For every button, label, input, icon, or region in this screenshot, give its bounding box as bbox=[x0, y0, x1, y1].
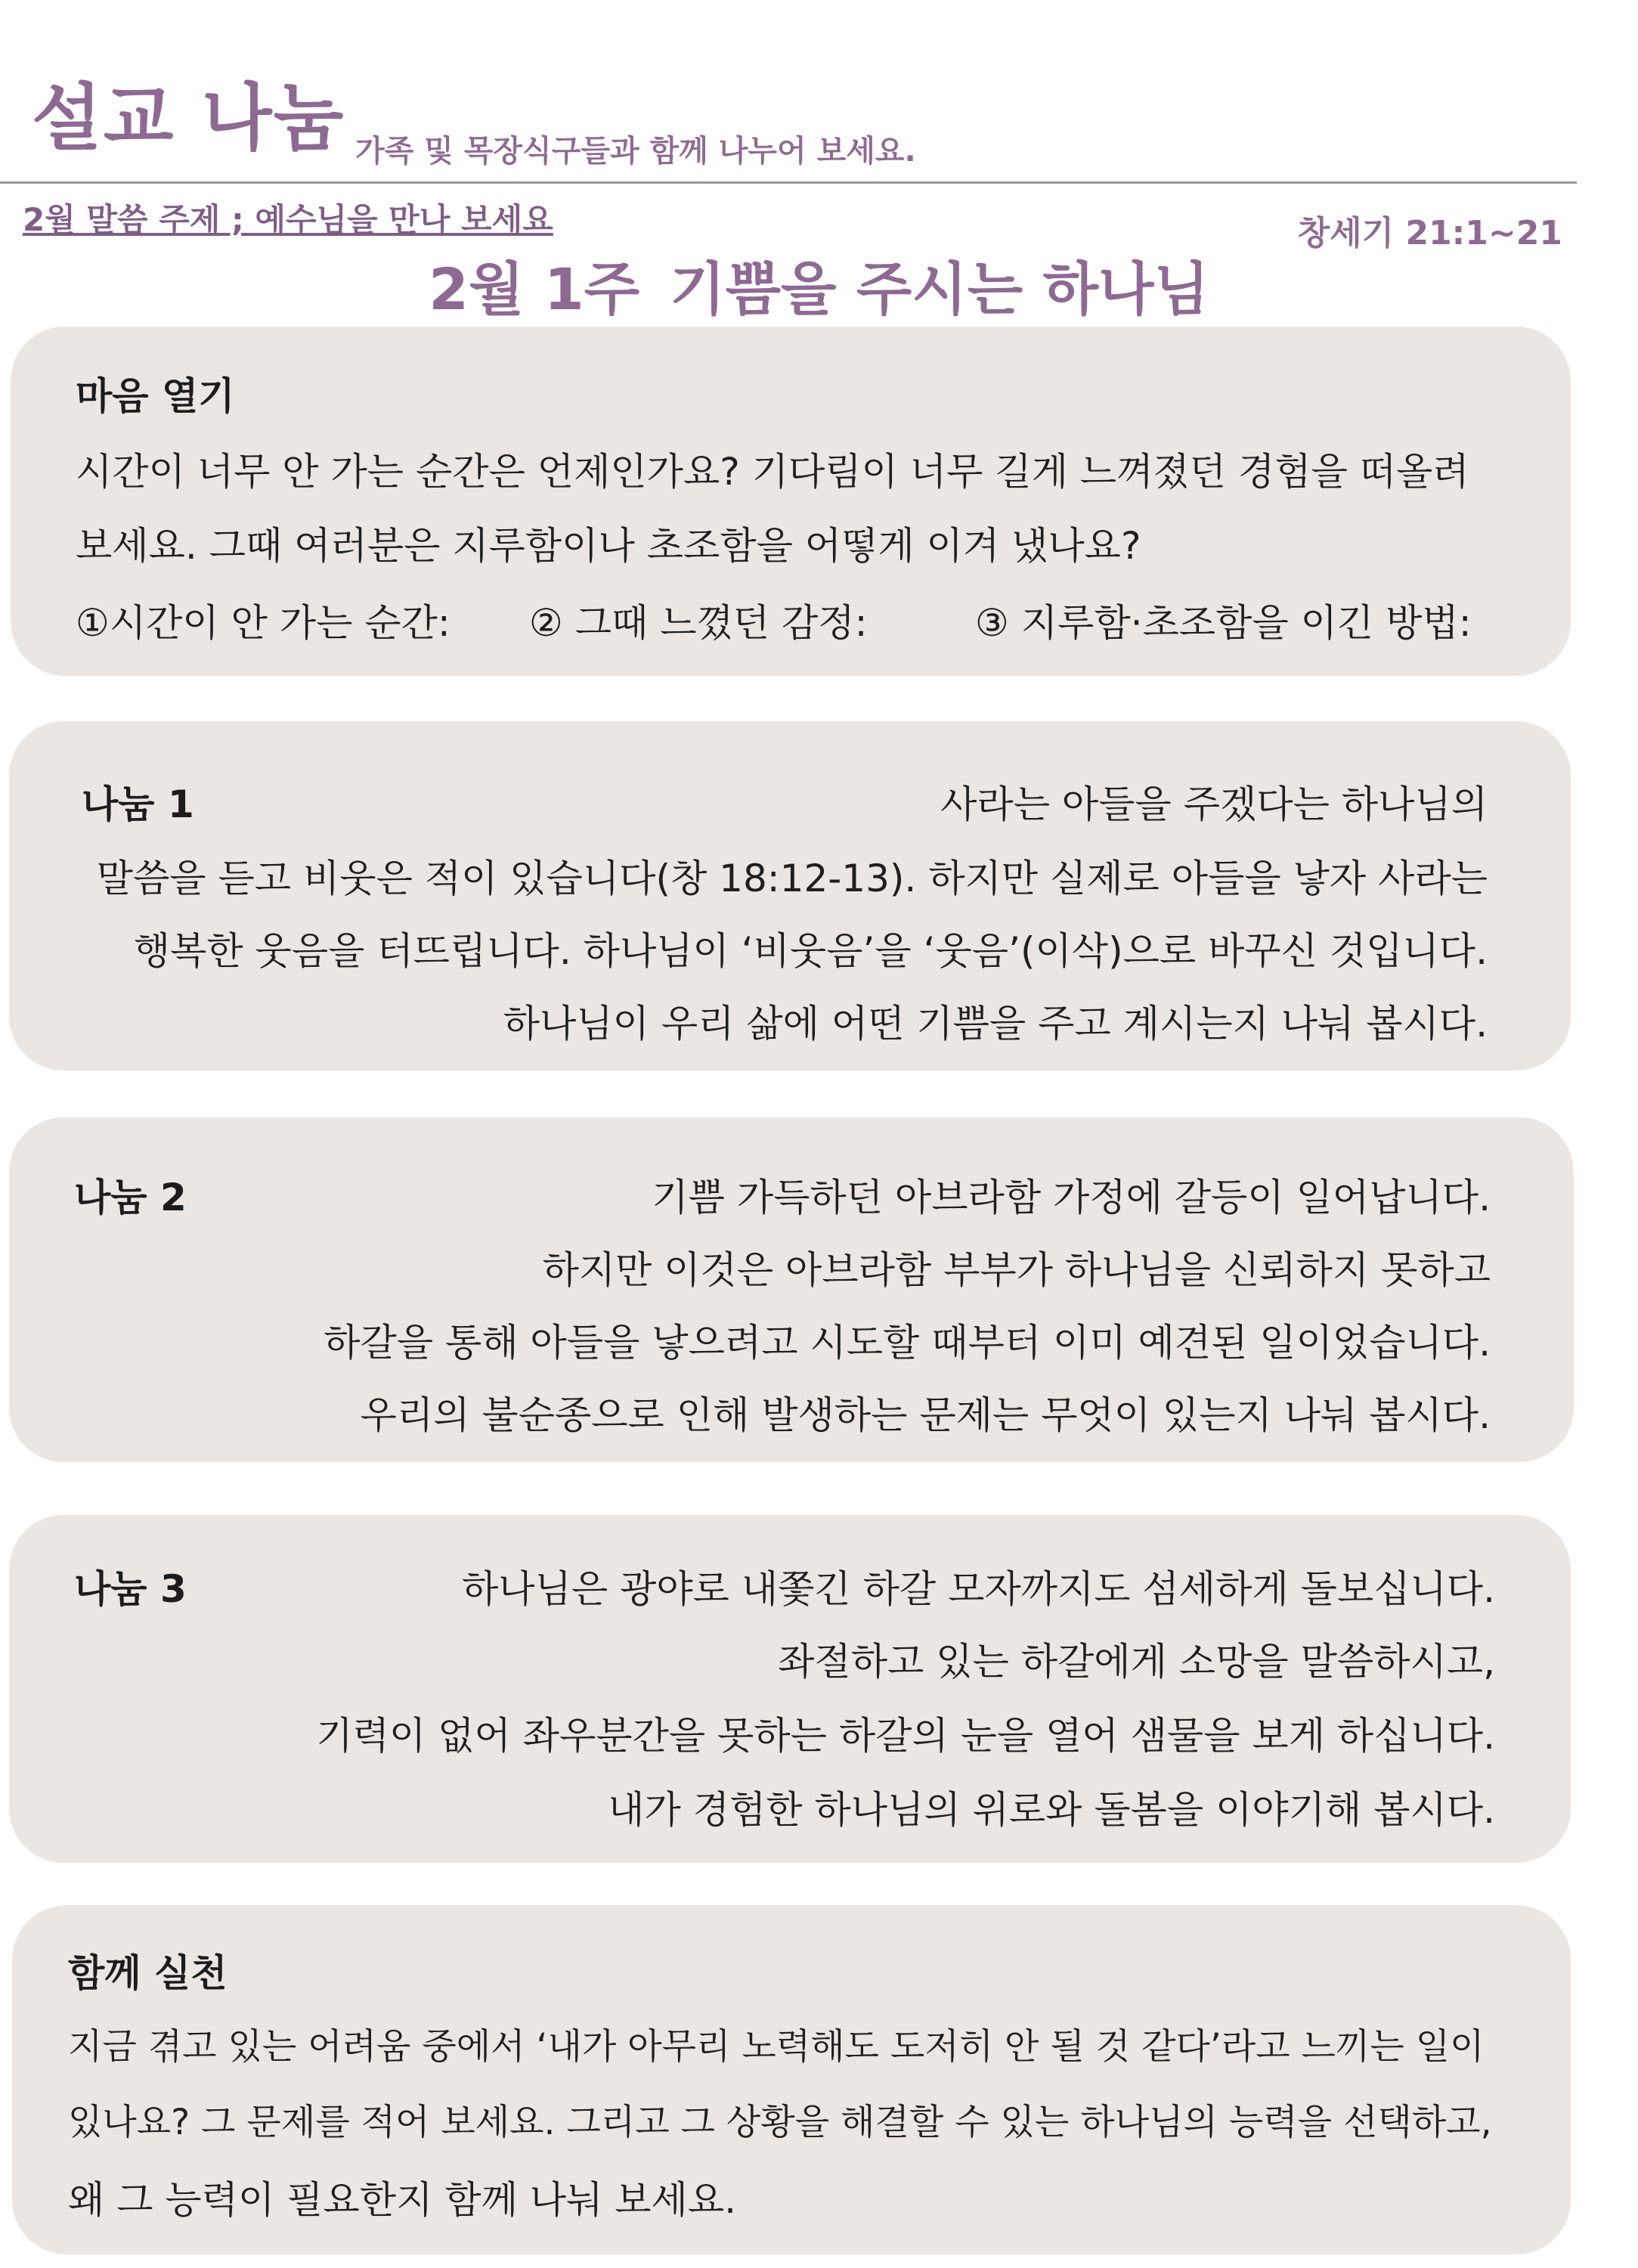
page-subtitle: 가족 및 목장식구들과 함께 나누어 보세요. bbox=[355, 134, 916, 169]
card-line: 사라는 아들을 주겠다는 하나님의 bbox=[940, 782, 1488, 826]
card-title: 나눔 3 bbox=[74, 1567, 187, 1611]
answer-options bbox=[76, 593, 1472, 647]
card-line: 말씀을 듣고 비웃은 적이 있습니다(창 18:12-13). 하지만 실제로 아들을 낳자 사라는 bbox=[96, 857, 1488, 900]
option-1: ①시간이 안 가는 순간: bbox=[76, 601, 451, 645]
card-title: 마음 열기 bbox=[76, 374, 235, 418]
card-title: 함께 실천 bbox=[68, 1951, 228, 1995]
card-line: 지금 겪고 있는 어려움 중에서 ‘내가 아무리 노력해도 도저히 안 될 것 같다’라고 느끼는 일이 bbox=[68, 2026, 1485, 2068]
option-3: ③ 지루함·초조함을 이긴 방법: bbox=[975, 601, 1472, 645]
card-line: 내가 경험한 하나님의 위로와 돌봄을 이야기해 봅시다. bbox=[608, 1788, 1495, 1832]
card-line: 좌절하고 있는 하갈에게 소망을 말씀하시고, bbox=[778, 1640, 1495, 1684]
month-theme: 2월 말씀 주제 ; 예수님을 만나 보세요 bbox=[23, 201, 553, 238]
card-title: 나눔 2 bbox=[74, 1176, 187, 1219]
header-divider bbox=[0, 181, 1577, 184]
scripture-reference: 창세기 21:1~21 bbox=[1297, 214, 1562, 253]
card-share-1 bbox=[9, 721, 1571, 1070]
card-share-2 bbox=[9, 1117, 1574, 1462]
card-line: 행복한 웃음을 터뜨립니다. 하나님이 ‘비웃음’을 ‘웃음’(이삭)으로 바꾸신 것입니다. bbox=[133, 929, 1488, 973]
sermon-title: 기쁨을 주시는 하나님 bbox=[670, 256, 1209, 323]
card-open-heart bbox=[11, 327, 1571, 676]
card-line: 하갈을 통해 아들을 낳으려고 시도할 때부터 이미 예견된 일이었습니다. bbox=[324, 1321, 1491, 1365]
card-share-3 bbox=[9, 1515, 1571, 1863]
week-heading bbox=[0, 243, 1638, 326]
card-line: 우리의 불순종으로 인해 발생하는 문제는 무엇이 있는지 나눠 봅시다. bbox=[360, 1393, 1491, 1437]
card-line: 기쁨 가득하던 아브라함 가정에 갈등이 일어납니다. bbox=[652, 1176, 1491, 1219]
page-title: 설교 나눔 bbox=[32, 76, 345, 160]
card-line: 하나님은 광야로 내쫓긴 하갈 모자까지도 섬세하게 돌보십니다. bbox=[461, 1567, 1495, 1611]
card-line: 왜 그 능력이 필요한지 함께 나눠 보세요. bbox=[68, 2178, 737, 2222]
card-title: 나눔 1 bbox=[82, 782, 194, 826]
card-practice bbox=[12, 1905, 1571, 2254]
card-line: 시간이 너무 안 가는 순간은 언제인가요? 기다림이 너무 길게 느껴졌던 경험을 떠올려 bbox=[76, 450, 1469, 494]
card-line: 보세요. 그때 여러분은 지루함이나 초조함을 어떻게 이겨 냈나요? bbox=[76, 524, 1141, 568]
option-2: ② 그때 느꼈던 감정: bbox=[529, 601, 868, 645]
card-line: 기력이 없어 좌우분간을 못하는 하갈의 눈을 열어 샘물을 보게 하십니다. bbox=[316, 1714, 1495, 1758]
card-line: 하지만 이것은 아브라함 부부가 하나님을 신뢰하지 못하고 bbox=[542, 1248, 1491, 1292]
card-line: 있나요? 그 문제를 적어 보세요. 그리고 그 상황을 해결할 수 있는 하나님의 능력을 선택하고, bbox=[68, 2102, 1492, 2143]
week-label: 2월 1주 bbox=[429, 256, 640, 323]
card-line: 하나님이 우리 삶에 어떤 기쁨을 주고 계시는지 나눠 봅시다. bbox=[503, 1002, 1488, 1046]
